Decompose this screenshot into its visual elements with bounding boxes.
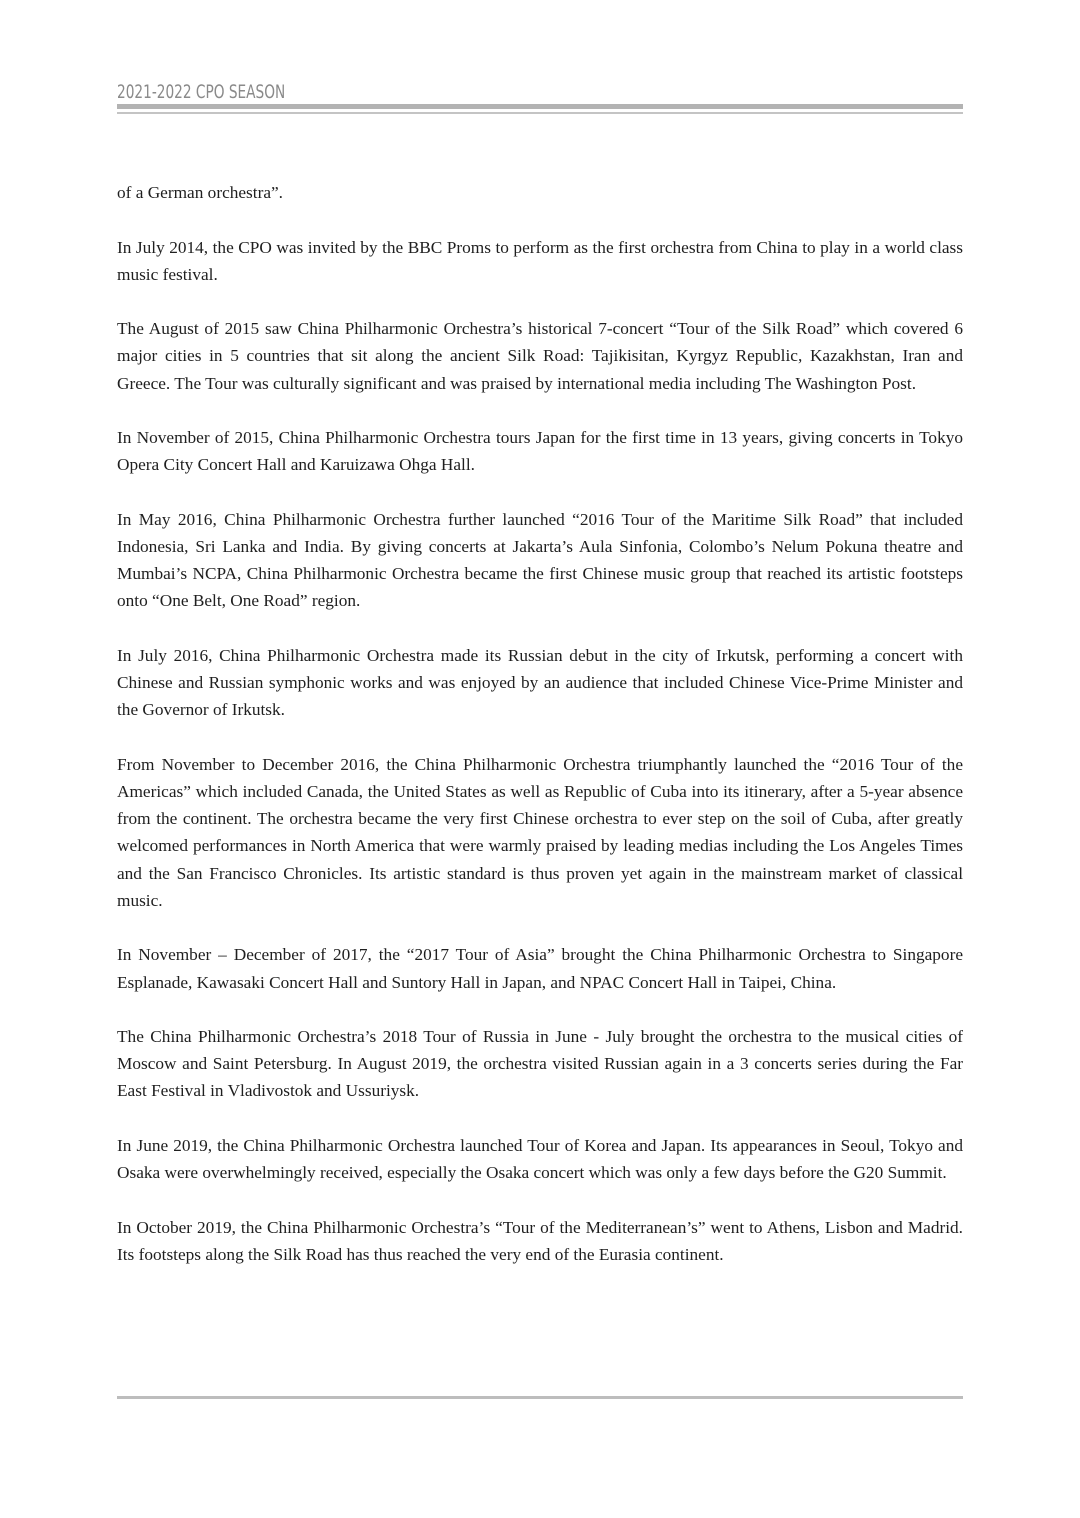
paragraph-6: In July 2016, China Philharmonic Orchestra made its Russian debut in the city of Irkutsk, performing a concert with Chinese and Russian symphonic works and was enjoyed by an audience that included Chinese Vice-Prime Minister and the Governor of Irkutsk. <box>117 645 963 720</box>
paragraph-11: In October 2019, the China Philharmonic Orchestra’s “Tour of the Mediterranean’s” went to Athens, Lisbon and Madrid. Its footsteps along the Silk Road has thus reached the very end of the Eurasia continent. <box>117 1217 963 1264</box>
header-rule-thin <box>117 112 963 114</box>
paragraph-7: From November to December 2016, the China Philharmonic Orchestra triumphantly launched the “2016 Tour of the Americas” which included Canada, the United States as well as Republic of Cuba into its itinerary, after a 5-year absence from the continent. The orchestra became the very first Chinese orchestra to ever step on the soil of Cuba, after greatly welcomed performances in North America that were warmly praised by leading medias including the Los Angeles Times and the San Francisco Chronicles. Its artistic standard is thus proven yet again in the mainstream market of classical music. <box>117 754 963 910</box>
paragraph-9: The China Philharmonic Orchestra’s 2018 Tour of Russia in June - July brought the orchestra to the musical cities of Moscow and Saint Petersburg. In August 2019, the orchestra visited Russian again in a 3 concerts series during the Far East Festival in Vladivostok and Ussuriysk. <box>117 1027 963 1101</box>
page-header <box>117 80 963 114</box>
footer-rule <box>117 1396 963 1399</box>
season-title: 2021-2022 CPO SEASON <box>117 81 286 103</box>
paragraph-8: In November – December of 2017, the “2017 Tour of Asia” brought the China Philharmonic Orchestra to Singapore Esplanade, Kawasaki Concert Hall and Suntory Hall in Japan, and NPAC Concert Hall in Taipei, China. <box>117 945 963 992</box>
paragraph-10: In June 2019, the China Philharmonic Orchestra launched Tour of Korea and Japan. Its appearances in Seoul, Tokyo and Osaka were overwhelmingly received, especially the Osaka concert which was only a few days before the G20 Summit. <box>117 1135 963 1183</box>
paragraph-3: The August of 2015 saw China Philharmonic Orchestra’s historical 7-concert “Tour of the Silk Road” which covered 6 major cities in 5 countries that sit along the ancient Silk Road: Tajikisitan, Kyrgyz Republic, Kazakhstan, Iran and Greece. The Tour was culturally significant and was praised by international media including The Washington Post. <box>117 319 963 393</box>
body-text <box>117 179 963 1295</box>
paragraph-4: In November of 2015, China Philharmonic Orchestra tours Japan for the first time in 13 years, giving concerts in Tokyo Opera City Concert Hall and Karuizawa Ohga Hall. <box>117 428 963 475</box>
header-rule-thick <box>117 104 963 109</box>
paragraph-1: of a German orchestra”. <box>117 183 284 202</box>
paragraph-5: In May 2016, China Philharmonic Orchestra further launched “2016 Tour of the Maritime Silk Road” that included Indonesia, Sri Lanka and India. By giving concerts at Jakarta’s Aula Sinfonia, Colombo’s Nelum Pokuna theatre and Mumbai’s NCPA, China Philharmonic Orchestra became the first Chinese music group that reached its artistic footsteps onto “One Belt, One Road” region. <box>117 509 963 611</box>
paragraph-2: In July 2014, the CPO was invited by the BBC Proms to perform as the first orchestra from China to play in a world class music festival. <box>117 237 963 284</box>
